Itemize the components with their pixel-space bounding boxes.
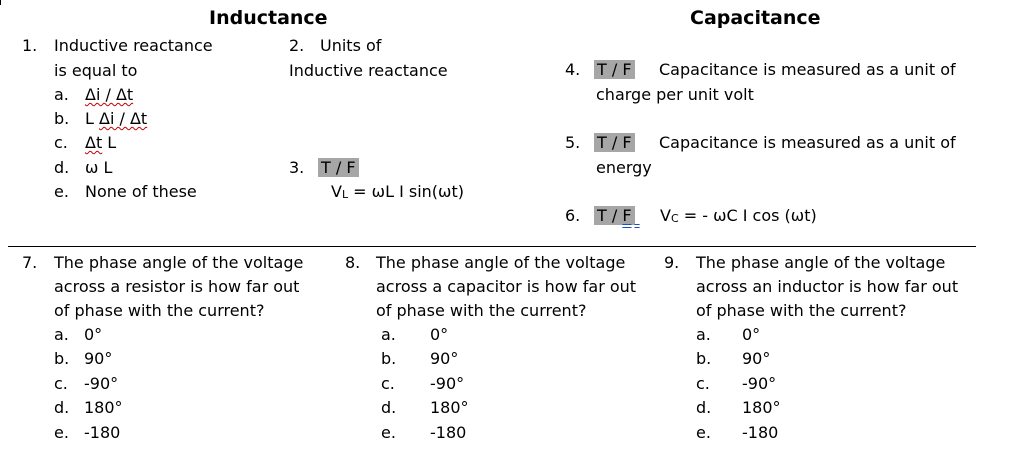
question-stem-line: across an inductor is how far out xyxy=(696,277,959,296)
option-suffix: L xyxy=(102,133,117,152)
option-text: 90° xyxy=(742,349,771,368)
option-text: -180 xyxy=(84,423,121,442)
formula-lhs: V xyxy=(331,182,342,201)
option-text: Δi / Δt xyxy=(99,109,148,128)
option-letter: a. xyxy=(696,325,711,344)
true-false-marker: T / F xyxy=(594,133,635,152)
capacitance-heading: Capacitance xyxy=(690,7,821,29)
question-number: 8. xyxy=(345,253,361,272)
option-a-text xyxy=(85,83,133,107)
question-stem-line: Units of xyxy=(320,36,382,55)
question-stem-line: The phase angle of the voltage xyxy=(376,253,626,272)
corner-mark xyxy=(0,0,1,5)
option-text: Δt xyxy=(85,133,103,152)
option-text: -180 xyxy=(430,423,467,442)
formula-rhs: = ωL I sin(ωt) xyxy=(348,182,464,201)
option-letter: e. xyxy=(54,182,69,201)
option-text: 180° xyxy=(84,398,123,417)
answer-blank xyxy=(635,204,653,228)
option-letter: c. xyxy=(381,374,395,393)
option-letter: a. xyxy=(54,85,69,104)
question-number: 6. xyxy=(565,206,581,225)
question-stem-line: is equal to xyxy=(54,61,138,80)
question-number: 3. xyxy=(289,158,305,177)
option-letter: b. xyxy=(381,349,397,368)
option-text: -180 xyxy=(742,423,779,442)
question-stem-line: of phase with the current? xyxy=(696,301,907,320)
question-stem-line: of phase with the current? xyxy=(376,301,587,320)
tf-false: F xyxy=(622,206,634,225)
question-stem-line: Capacitance is measured as a unit of xyxy=(659,60,956,79)
option-letter: d. xyxy=(54,398,70,417)
option-letter: c. xyxy=(54,374,68,393)
true-false-marker: T / F xyxy=(594,60,635,79)
question-stem-line: The phase angle of the voltage xyxy=(696,253,946,272)
formula xyxy=(660,204,817,231)
option-text: None of these xyxy=(85,182,197,201)
question-stem-line: across a capacitor is how far out xyxy=(376,277,637,296)
inductance-heading: Inductance xyxy=(209,7,328,29)
option-text: 0° xyxy=(430,325,449,344)
option-letter: b. xyxy=(54,349,70,368)
section-divider xyxy=(8,246,976,247)
formula-subscript: L xyxy=(341,188,349,201)
option-text: 90° xyxy=(84,349,113,368)
formula-subscript: C xyxy=(670,212,679,225)
question-number: 9. xyxy=(664,253,680,272)
option-text: 0° xyxy=(742,325,761,344)
tf-true: T / xyxy=(594,206,622,225)
option-letter: d. xyxy=(696,398,712,417)
option-text: 90° xyxy=(430,349,459,368)
question-number: 7. xyxy=(22,253,38,272)
option-letter: b. xyxy=(54,109,70,128)
question-number: 4. xyxy=(565,60,581,79)
option-letter: a. xyxy=(381,325,396,344)
question-number: 2. xyxy=(289,36,305,55)
question-stem-line: Inductive reactance xyxy=(54,36,213,55)
formula-lhs: V xyxy=(660,206,671,225)
option-text: -90° xyxy=(742,374,777,393)
question-stem-line: charge per unit volt xyxy=(596,85,754,104)
question-stem-line: of phase with the current? xyxy=(54,301,265,320)
option-letter: e. xyxy=(696,423,711,442)
question-number: 1. xyxy=(22,36,38,55)
true-false-marker xyxy=(594,204,653,228)
option-letter: c. xyxy=(696,374,710,393)
option-text: Δi / Δt xyxy=(85,85,134,104)
option-c-text xyxy=(85,131,116,155)
option-text: ω L xyxy=(85,158,113,177)
option-letter: b. xyxy=(696,349,712,368)
option-text: -90° xyxy=(84,374,119,393)
option-b-text xyxy=(85,107,147,131)
option-text: -90° xyxy=(430,374,465,393)
question-stem-line: Capacitance is measured as a unit of xyxy=(659,133,956,152)
question-stem-line: The phase angle of the voltage xyxy=(54,253,304,272)
option-letter: e. xyxy=(54,423,69,442)
option-text: 0° xyxy=(84,325,103,344)
question-stem-line: Inductive reactance xyxy=(289,61,448,80)
question-stem-line: across a resistor is how far out xyxy=(54,277,300,296)
option-prefix: L xyxy=(85,109,99,128)
option-letter: d. xyxy=(54,158,70,177)
option-letter: a. xyxy=(54,325,69,344)
option-letter: d. xyxy=(381,398,397,417)
question-number: 5. xyxy=(565,133,581,152)
option-text: 180° xyxy=(430,398,469,417)
formula-rhs: = - ωC I cos (ωt) xyxy=(678,206,817,225)
formula xyxy=(331,180,464,207)
option-letter: c. xyxy=(54,133,68,152)
question-stem-line: energy xyxy=(596,158,652,177)
option-letter: e. xyxy=(381,423,396,442)
true-false-marker: T / F xyxy=(318,158,359,177)
option-text: 180° xyxy=(742,398,781,417)
